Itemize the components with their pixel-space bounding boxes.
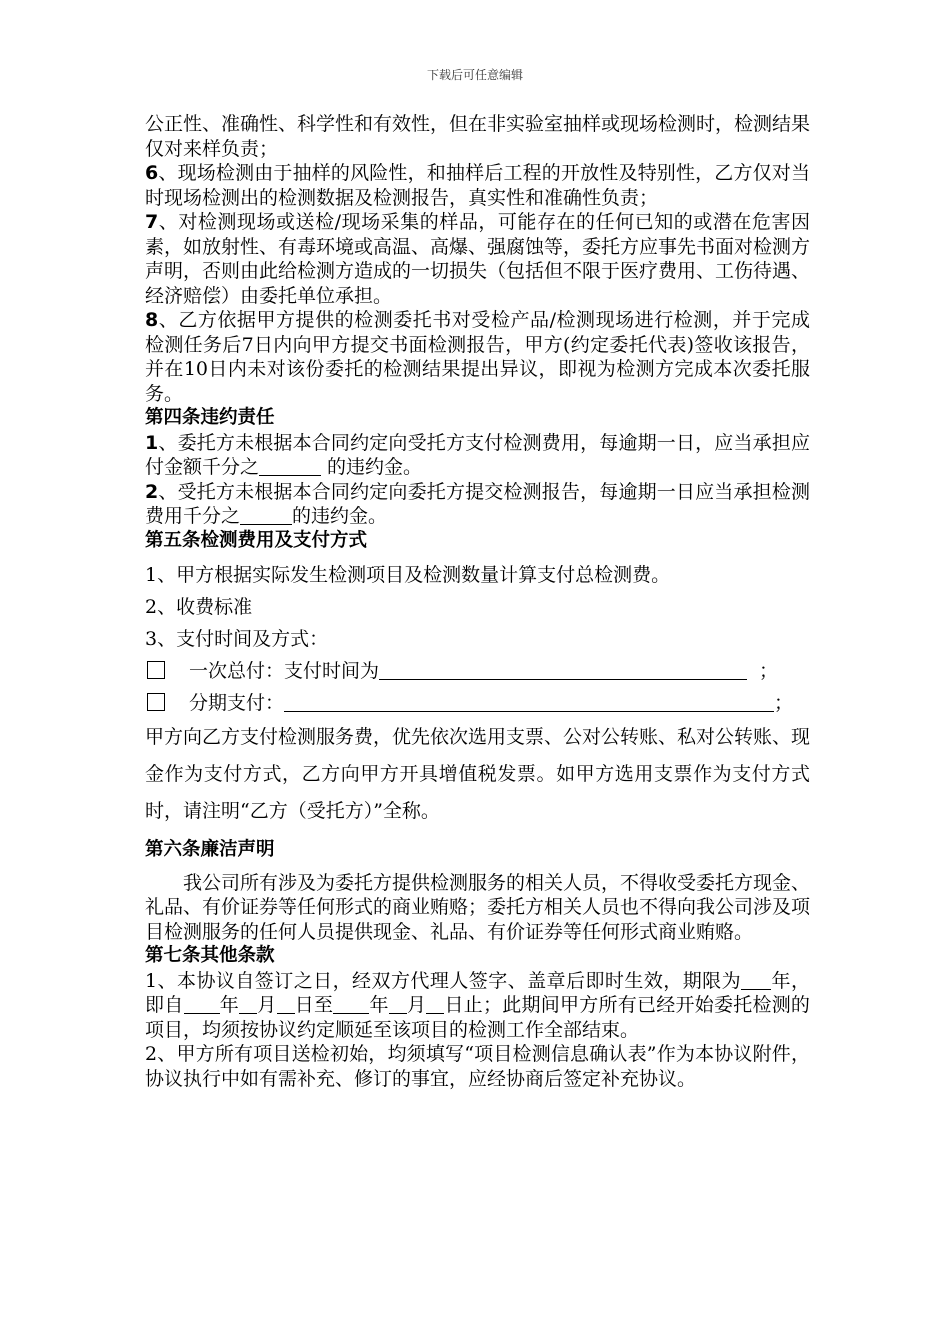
- clause-text: 、支付时间及方式：: [157, 628, 329, 650]
- document-body: [145, 112, 810, 1091]
- clause-number: 3: [145, 628, 158, 650]
- blank-field[interactable]: [333, 993, 369, 1014]
- blank-field[interactable]: [184, 993, 220, 1014]
- section-7-clause-1: [145, 969, 810, 1043]
- clause-text: 日至: [294, 994, 334, 1016]
- payment-note: 甲方向乙方支付检测服务费，优先依次选用支票、公对公转账、私对公转账、现金作为支付方式，乙方向甲方开具增值税发票。如甲方选用支票作为支付方式时，请注明“乙方（受托方）”全称。: [145, 726, 811, 822]
- section-5-title: 第五条检测费用及支付方式: [145, 529, 368, 551]
- section-5-clause-1: [145, 559, 810, 591]
- clause-text: 、乙方依据甲方提供的检测委托书对受检产品/检测现场进行检测，并于完成检测任务后7日内向甲方提交书面检测报告，甲方(约定委托代表)签收该报告，并在10日内未对该份委托的检测结果提出异议，即视为检测方完成本次委托服务。: [145, 309, 810, 405]
- option-end: ；: [759, 660, 779, 682]
- clause-number: 2: [145, 1043, 158, 1065]
- checkbox-icon[interactable]: [147, 693, 165, 711]
- clause-number: 8: [145, 309, 159, 331]
- clause-text: 年: [219, 994, 239, 1016]
- clause-8: [145, 308, 810, 406]
- blank-field[interactable]: [284, 691, 774, 712]
- clause-text: 、甲方根据实际发生检测项目及检测数量计算支付总检测费。: [157, 564, 671, 586]
- section-4-clause-1: [145, 431, 810, 480]
- clause-number: 6: [145, 162, 159, 184]
- section-6-title: 第六条廉洁声明: [145, 839, 275, 860]
- payment-option-installment: [145, 687, 810, 719]
- clause-text: 、收费标准: [157, 596, 253, 618]
- blank-field[interactable]: [741, 969, 771, 990]
- payment-option-lump-sum: [145, 655, 810, 687]
- section-6-body: 我公司所有涉及为委托方提供检测服务的相关人员，不得收受委托方现金、礼品、有价证券等任何形式的商业贿赂；委托方相关人员也不得向我公司涉及项目检测服务的任何人员提供现金、礼品、有价证券等任何形式商业贿赂。: [145, 871, 811, 943]
- blank-field[interactable]: [379, 659, 747, 680]
- blank-field[interactable]: [277, 993, 295, 1014]
- checkbox-icon[interactable]: [147, 661, 165, 679]
- clause-number: 1: [145, 969, 158, 992]
- clause-6: [145, 161, 810, 210]
- clause-number: 1: [145, 431, 159, 454]
- clause-7: [145, 210, 810, 308]
- section-5-clause-3: [145, 623, 810, 655]
- clause-text: 月: [406, 994, 427, 1016]
- clause-text: 年，即自: [145, 969, 810, 1016]
- clause-text: 、对检测现场或送检/现场采集的样品，可能存在的任何已知的或潜在危害因素，如放射性、有毒环境或高温、高爆、强腐蚀等，委托方应事先书面对检测方声明，否则由此给检测方造成的一切损失（包括但不限于医疗费用、工伤待遇、经济赔偿）由委托单位承担。: [145, 211, 811, 307]
- section-4-title: 第四条违约责任: [145, 407, 275, 428]
- option-end: ；: [774, 692, 794, 714]
- clause-text: 年: [369, 994, 389, 1016]
- blank-field[interactable]: [389, 993, 407, 1014]
- option-label: 分期支付：: [189, 692, 285, 714]
- clause-text: 、本协议自签订之日，经双方代理人签字、盖章后即时生效，期限为: [157, 969, 742, 992]
- blank-field[interactable]: [239, 993, 257, 1014]
- clause-text: 日止；此期间甲方所有已经开始委托检测的项目，均须按协议约定顺延至该项目的检测工作全部结束。: [145, 994, 810, 1041]
- clause-text: 月: [257, 994, 277, 1016]
- clause-text: 的违约金。: [292, 505, 388, 527]
- option-label: 一次总付：支付时间为: [189, 660, 380, 682]
- clause-number: 1: [145, 564, 158, 586]
- clause-5-tail: 公正性、准确性、科学性和有效性，但在非实验室抽样或现场检测时，检测结果仅对来样负责；: [145, 113, 811, 160]
- blank-field[interactable]: [426, 993, 444, 1014]
- clause-number: 2: [145, 480, 159, 503]
- clause-text: 的违约金。: [321, 456, 423, 478]
- blank-field[interactable]: [259, 455, 321, 476]
- section-4-clause-2: [145, 480, 810, 529]
- section-5-clause-2: [145, 591, 810, 623]
- section-7-title: 第七条其他条款: [145, 945, 275, 966]
- clause-text: 、甲方所有项目送检初始，均须填写“项目检测信息确认表”作为本协议附件，协议执行中如有需补充、修订的事宜，应经协商后签定补充协议。: [145, 1043, 810, 1090]
- clause-text: 、受托方未根据本合同约定向委托方提交检测报告，每逾期一日应当承担检测费用千分之: [145, 480, 810, 527]
- section-7-clause-2: [145, 1042, 810, 1091]
- page-header: 下载后可任意编辑: [426, 68, 523, 82]
- clause-text: 、委托方未根据本合同约定向受托方支付检测费用，每逾期一日，应当承担应付金额千分之: [145, 431, 810, 478]
- clause-number: 2: [145, 596, 158, 618]
- clause-text: 、现场检测由于抽样的风险性，和抽样后工程的开放性及特别性，乙方仅对当时现场检测出的检测数据及检测报告，真实性和准确性负责；: [145, 162, 810, 209]
- clause-number: 7: [145, 211, 159, 233]
- blank-field[interactable]: [240, 504, 292, 525]
